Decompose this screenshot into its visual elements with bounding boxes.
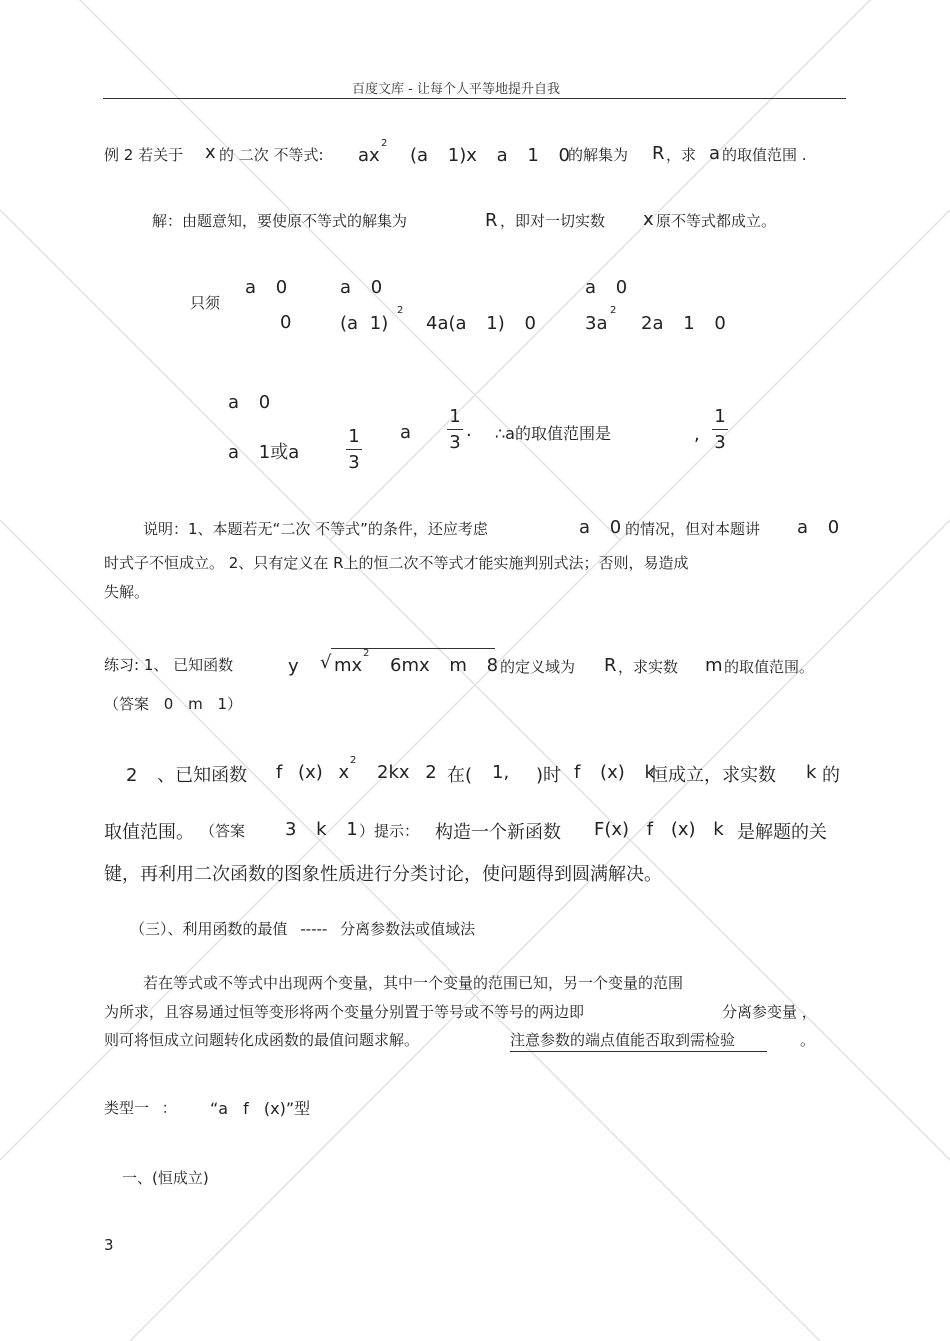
exercise-text: 的取值范围。 [724, 658, 815, 676]
section-paragraph: 。 [800, 1031, 816, 1049]
radicand: mx [334, 655, 363, 676]
condition-3-top: a 0 [585, 277, 628, 298]
interval: 1, [492, 762, 510, 783]
emphasis-underline: 注意参数的端点值能否取到需检验 [510, 1029, 767, 1052]
example-text: 的解集为 [568, 146, 629, 164]
condition-2-bottom: (a 1) [340, 313, 389, 334]
only-label: 只须 [190, 294, 221, 312]
note-line-2: 时式子不恒成立。 2、只有定义在 R上的恒二次不等式才能实施判别式法；否则，易造成 [104, 554, 689, 572]
math-ax: ax [358, 145, 380, 166]
result-top: a 0 [228, 392, 271, 413]
math-fx-rest: 2kx 2 [377, 762, 437, 783]
condition-1-top: a 0 [245, 277, 288, 298]
math-a-zero: a 0 [797, 517, 840, 538]
page-header: 百度文库 - 让每个人平等地提升自我 [352, 82, 560, 97]
note-line-1: 的情况，但对本题讲 [625, 520, 761, 538]
math-fx-k: f (x) k [574, 762, 655, 783]
fraction-denominator: 3 [449, 432, 461, 453]
example-text: 的 二次 不等式: [219, 146, 324, 164]
exercise-text: ）提示： [359, 822, 420, 840]
radicand-rest: 6mx m 8 [390, 655, 499, 676]
math-superscript: 2 [363, 648, 370, 659]
solution-text: 解：由题意知，要使原不等式的解集为 [152, 212, 408, 230]
exercise-text: 是解题的关 [737, 822, 827, 843]
math-superscript: 2 [397, 305, 404, 316]
type-expression: “a f (x)”型 [210, 1099, 311, 1118]
example-text: 的取值范围 . [722, 146, 807, 164]
math-superscript: 2 [350, 755, 357, 766]
note-line-3: 失解。 [104, 583, 150, 601]
fraction-numerator: 1 [348, 426, 360, 447]
fraction-numerator: 1 [714, 406, 726, 427]
answer-range: 3 k 1 [285, 819, 358, 840]
condition-3-bottom-rest: 2a 1 0 [641, 313, 726, 334]
fraction-bar [346, 449, 362, 450]
item-1-heading: 一、(恒成立) [122, 1169, 209, 1187]
section-paragraph: 为所求，且容易通过恒等变形将两个变量分别置于等号或不等号的两边即 [104, 1003, 585, 1021]
exercise-text: 练习: 1、 已知函数 [104, 656, 234, 674]
exercise-text: 在( [447, 765, 473, 786]
section-paragraph: 若在等式或不等式中出现两个变量，其中一个变量的范围已知，另一个变量的范围 [143, 974, 684, 992]
math-R: R [604, 655, 617, 676]
therefore-text: ∴a的取值范围是 [495, 424, 611, 443]
period: . [466, 420, 472, 441]
fraction-one-third [712, 406, 728, 453]
radical-sign: √ [320, 652, 332, 673]
section-paragraph: 分离参变量 ， [722, 1003, 817, 1021]
var-x: x [643, 209, 654, 230]
exercise-text: 的定义域为 [500, 658, 576, 676]
fraction-one-third [447, 406, 463, 453]
var-x: x [205, 142, 216, 163]
math-superscript: 2 [610, 305, 617, 316]
math-R: R [485, 210, 498, 231]
math-R: R [652, 143, 665, 164]
section-paragraph: 则可将恒成立问题转化成函数的最值问题求解。 [104, 1031, 420, 1049]
fraction-numerator: 1 [449, 406, 461, 427]
condition-2-top: a 0 [340, 277, 383, 298]
var-k: k [806, 762, 817, 783]
comma: , [694, 424, 700, 445]
header-rule [103, 98, 846, 99]
fraction-bar [712, 429, 728, 430]
page-number: 3 [104, 1236, 114, 1254]
exercise-text: 恒成立，求实数 [650, 765, 776, 786]
condition-1-bottom: 0 [280, 312, 292, 333]
math-superscript: 2 [381, 138, 388, 149]
fraction-denominator: 3 [348, 452, 360, 473]
example-text: 例 2 若关于 [104, 146, 184, 164]
exercise-text: （答案 [200, 822, 246, 840]
math-fx: f (x) x [276, 762, 350, 783]
math-Fx: F(x) f (x) k [594, 819, 724, 840]
answer: （答案 0 m 1） [104, 695, 243, 713]
var-a: a [709, 143, 721, 164]
fraction-denominator: 3 [714, 432, 726, 453]
radical-bar [331, 648, 495, 649]
var-a: a [400, 422, 412, 443]
var-m: m [705, 655, 723, 676]
result-bottom: a 1或a [228, 442, 300, 463]
math-a-zero: a 0 [579, 517, 622, 538]
solution-text: 原不等式都成立。 [656, 212, 777, 230]
solution-text: ，即对一切实数 [500, 212, 606, 230]
exercise-text: 构造一个新函数 [435, 822, 561, 843]
section-title: （三）、利用函数的最值 ----- 分离参数法或值域法 [130, 920, 476, 938]
exercise-text: 2 、已知函数 [126, 765, 248, 786]
math-expression: (a 1)x a 1 0 [410, 145, 571, 166]
condition-2-bottom-rest: 4a(a 1) 0 [426, 313, 536, 334]
fraction-bar [447, 429, 463, 430]
fraction-one-third [346, 426, 362, 473]
type-label: 类型一 ： [104, 1099, 177, 1117]
note-line-1: 说明：1、本题若无“二次 不等式”的条件，还应考虑 [143, 520, 488, 538]
exercise-text: ，求实数 [618, 658, 679, 676]
exercise-text: 键，再利用二次函数的图象性质进行分类讨论，使问题得到圆满解决。 [104, 864, 662, 885]
exercise-text: 的 [822, 765, 840, 786]
example-text: ，求 [666, 146, 697, 164]
condition-3-bottom: 3a [585, 313, 608, 334]
exercise-text: )时 [536, 765, 562, 786]
var-y: y [288, 656, 299, 677]
exercise-text: 取值范围。 [104, 822, 194, 843]
